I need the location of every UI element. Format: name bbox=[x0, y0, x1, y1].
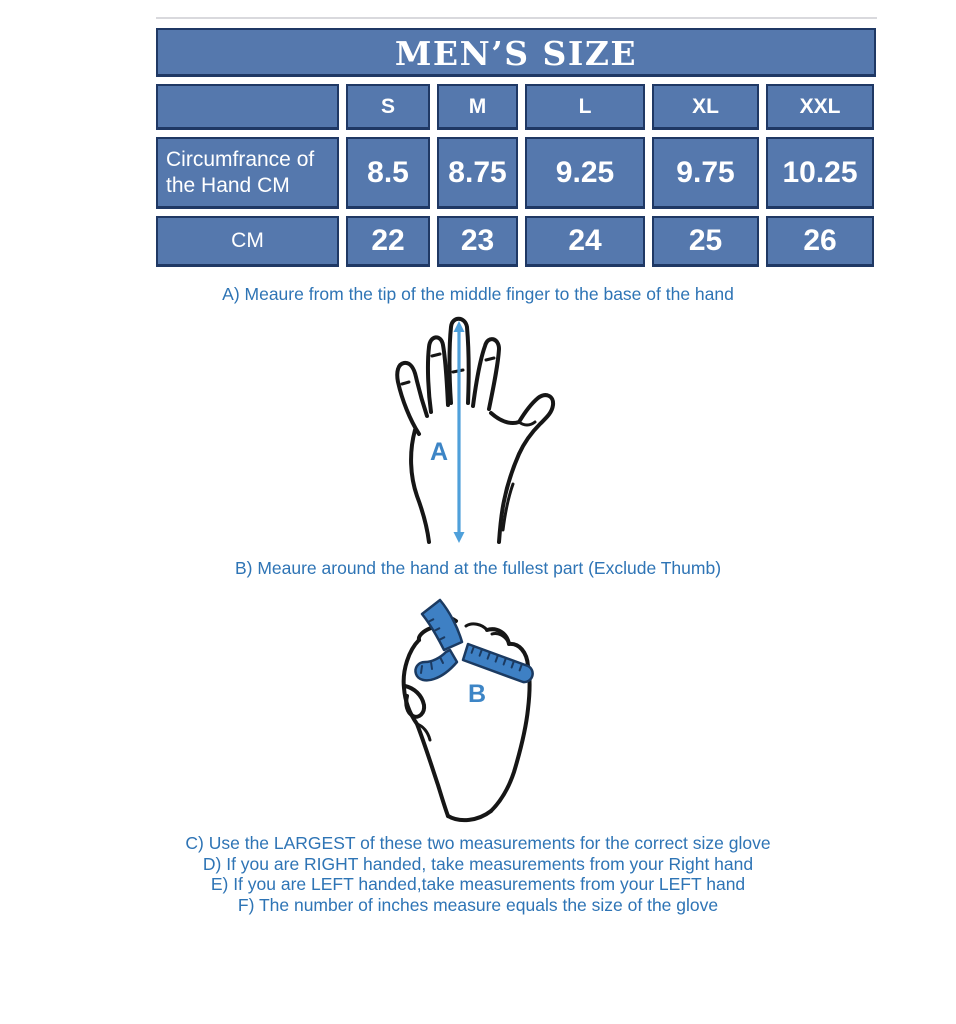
header-cell-xxl: XXL bbox=[766, 84, 874, 130]
table-top-rule bbox=[156, 17, 877, 19]
instruction-line-f: F) The number of inches measure equals the size of the glove bbox=[237, 894, 719, 915]
table-title: MEN’S SIZE bbox=[156, 28, 876, 77]
diagram-label-b: B bbox=[468, 680, 487, 708]
header-cell-m: M bbox=[437, 84, 518, 130]
diagram-label-a: A bbox=[430, 438, 449, 466]
cm-value-l: 24 bbox=[525, 216, 645, 267]
instruction-line-c: C) Use the LARGEST of these two measurements for the correct size glove bbox=[185, 833, 771, 853]
circumference-value-xl: 9.75 bbox=[652, 137, 759, 209]
circumference-value-l: 9.25 bbox=[525, 137, 645, 209]
row-label-cm: CM bbox=[156, 216, 339, 267]
instruction-line-d: D) If you are RIGHT handed, take measurements from your Right hand bbox=[202, 853, 754, 874]
circumference-value-m: 8.75 bbox=[437, 137, 518, 209]
row-label-circumference: Circumfrance of the Hand CM bbox=[156, 137, 339, 209]
table-grid bbox=[156, 84, 876, 267]
instruction-line-b: B) Meaure around the hand at the fullest part (Exclude Thumb) bbox=[234, 558, 722, 578]
cm-value-xl: 25 bbox=[652, 216, 759, 267]
cm-value-m: 23 bbox=[437, 216, 518, 267]
instruction-line-e: E) If you are LEFT handed,take measurements from your LEFT hand bbox=[210, 874, 746, 894]
open-hand-length-diagram bbox=[378, 312, 556, 546]
header-cell-empty bbox=[156, 84, 339, 130]
header-cell-xl: XL bbox=[652, 84, 759, 130]
measure-arrow-a-head-bottom bbox=[454, 532, 465, 543]
header-cell-l: L bbox=[525, 84, 645, 130]
cm-value-xxl: 26 bbox=[766, 216, 874, 267]
fist-with-tape-diagram bbox=[398, 590, 570, 830]
circumference-value-xxl: 10.25 bbox=[766, 137, 874, 209]
instruction-line-a: A) Meaure from the tip of the middle finger to the base of the hand bbox=[222, 284, 734, 304]
header-cell-s: S bbox=[346, 84, 430, 130]
measure-arrow-a-head-top bbox=[454, 321, 465, 332]
circumference-value-s: 8.5 bbox=[346, 137, 430, 209]
cm-value-s: 22 bbox=[346, 216, 430, 267]
mens-size-table bbox=[156, 28, 876, 267]
bottom-notes bbox=[0, 833, 956, 915]
tape-upper-segment bbox=[422, 600, 462, 650]
